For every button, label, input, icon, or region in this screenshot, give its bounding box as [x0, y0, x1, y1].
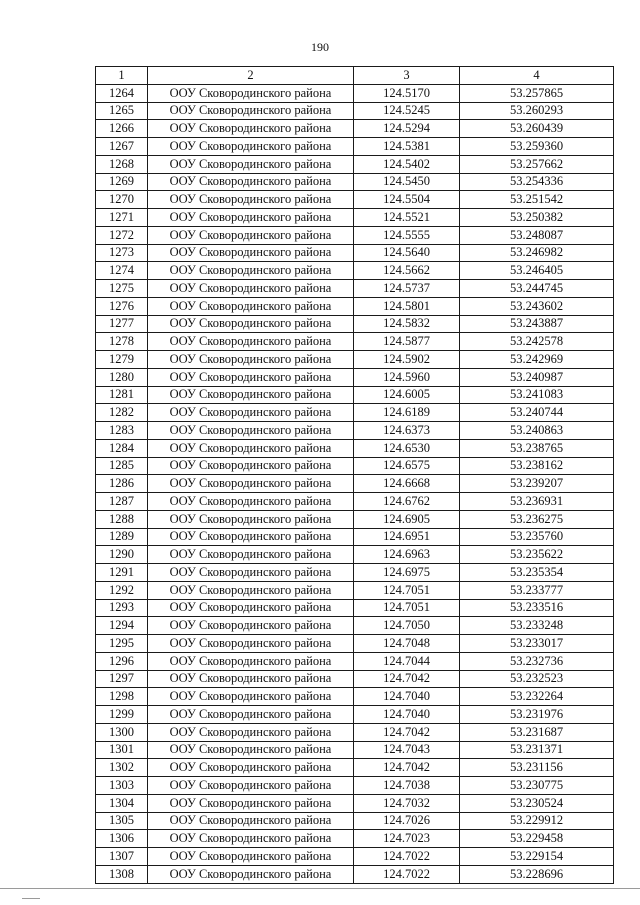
page-number: 190 — [311, 40, 329, 54]
longitude-cell: 124.5662 — [354, 262, 460, 280]
owner-cell: ООУ Сковородинского района — [148, 280, 354, 298]
table-row — [96, 351, 614, 369]
owner-cell: ООУ Сковородинского района — [148, 741, 354, 759]
column-header-2: 2 — [148, 67, 354, 85]
table-row — [96, 528, 614, 546]
latitude-cell: 53.260439 — [460, 120, 614, 138]
table-row — [96, 652, 614, 670]
scan-mark — [22, 898, 40, 899]
longitude-cell: 124.5170 — [354, 84, 460, 102]
owner-cell: ООУ Сковородинского района — [148, 777, 354, 795]
table-row — [96, 315, 614, 333]
point-number-cell: 1307 — [96, 848, 148, 866]
owner-cell: ООУ Сковородинского района — [148, 759, 354, 777]
point-number-cell: 1269 — [96, 173, 148, 191]
latitude-cell: 53.236275 — [460, 510, 614, 528]
owner-cell: ООУ Сковородинского района — [148, 688, 354, 706]
table-row — [96, 794, 614, 812]
point-number-cell: 1290 — [96, 546, 148, 564]
latitude-cell: 53.259360 — [460, 138, 614, 156]
owner-cell: ООУ Сковородинского района — [148, 386, 354, 404]
owner-cell: ООУ Сковородинского района — [148, 333, 354, 351]
table-row — [96, 865, 614, 883]
latitude-cell: 53.257662 — [460, 155, 614, 173]
longitude-cell: 124.7042 — [354, 723, 460, 741]
longitude-cell: 124.7048 — [354, 635, 460, 653]
longitude-cell: 124.7040 — [354, 706, 460, 724]
point-number-cell: 1308 — [96, 865, 148, 883]
table-row — [96, 368, 614, 386]
longitude-cell: 124.7023 — [354, 830, 460, 848]
point-number-cell: 1280 — [96, 368, 148, 386]
owner-cell: ООУ Сковородинского района — [148, 475, 354, 493]
table-row — [96, 138, 614, 156]
point-number-cell: 1306 — [96, 830, 148, 848]
longitude-cell: 124.5402 — [354, 155, 460, 173]
owner-cell: ООУ Сковородинского района — [148, 262, 354, 280]
longitude-cell: 124.5381 — [354, 138, 460, 156]
table-row — [96, 191, 614, 209]
owner-cell: ООУ Сковородинского района — [148, 794, 354, 812]
longitude-cell: 124.6005 — [354, 386, 460, 404]
table-row — [96, 333, 614, 351]
owner-cell: ООУ Сковородинского района — [148, 351, 354, 369]
column-header-1: 1 — [96, 67, 148, 85]
table-body — [96, 84, 614, 883]
point-number-cell: 1271 — [96, 209, 148, 227]
latitude-cell: 53.235760 — [460, 528, 614, 546]
owner-cell: ООУ Сковородинского района — [148, 315, 354, 333]
owner-cell: ООУ Сковородинского района — [148, 368, 354, 386]
latitude-cell: 53.231371 — [460, 741, 614, 759]
longitude-cell: 124.7040 — [354, 688, 460, 706]
owner-cell: ООУ Сковородинского района — [148, 528, 354, 546]
latitude-cell: 53.230775 — [460, 777, 614, 795]
latitude-cell: 53.240863 — [460, 422, 614, 440]
longitude-cell: 124.5902 — [354, 351, 460, 369]
owner-cell: ООУ Сковородинского района — [148, 209, 354, 227]
point-number-cell: 1286 — [96, 475, 148, 493]
table-row — [96, 830, 614, 848]
latitude-cell: 53.246982 — [460, 244, 614, 262]
point-number-cell: 1295 — [96, 635, 148, 653]
table-row — [96, 120, 614, 138]
latitude-cell: 53.254336 — [460, 173, 614, 191]
longitude-cell: 124.7026 — [354, 812, 460, 830]
longitude-cell: 124.6189 — [354, 404, 460, 422]
point-number-cell: 1294 — [96, 617, 148, 635]
point-number-cell: 1276 — [96, 297, 148, 315]
owner-cell: ООУ Сковородинского района — [148, 617, 354, 635]
latitude-cell: 53.230524 — [460, 794, 614, 812]
table-row — [96, 564, 614, 582]
point-number-cell: 1279 — [96, 351, 148, 369]
latitude-cell: 53.231156 — [460, 759, 614, 777]
table-row — [96, 475, 614, 493]
table-row — [96, 84, 614, 102]
table-row — [96, 262, 614, 280]
point-number-cell: 1292 — [96, 581, 148, 599]
owner-cell: ООУ Сковородинского района — [148, 422, 354, 440]
table-row — [96, 688, 614, 706]
column-header-4: 4 — [460, 67, 614, 85]
point-number-cell: 1303 — [96, 777, 148, 795]
latitude-cell: 53.251542 — [460, 191, 614, 209]
table-row — [96, 404, 614, 422]
latitude-cell: 53.241083 — [460, 386, 614, 404]
point-number-cell: 1291 — [96, 564, 148, 582]
latitude-cell: 53.240987 — [460, 368, 614, 386]
longitude-cell: 124.7042 — [354, 759, 460, 777]
longitude-cell: 124.5450 — [354, 173, 460, 191]
point-number-cell: 1281 — [96, 386, 148, 404]
latitude-cell: 53.229458 — [460, 830, 614, 848]
longitude-cell: 124.6530 — [354, 439, 460, 457]
owner-cell: ООУ Сковородинского района — [148, 564, 354, 582]
latitude-cell: 53.238162 — [460, 457, 614, 475]
owner-cell: ООУ Сковородинского района — [148, 457, 354, 475]
point-number-cell: 1267 — [96, 138, 148, 156]
longitude-cell: 124.6373 — [354, 422, 460, 440]
point-number-cell: 1273 — [96, 244, 148, 262]
latitude-cell: 53.248087 — [460, 226, 614, 244]
owner-cell: ООУ Сковородинского района — [148, 848, 354, 866]
table-row — [96, 510, 614, 528]
longitude-cell: 124.6963 — [354, 546, 460, 564]
table-row — [96, 386, 614, 404]
table-row — [96, 226, 614, 244]
owner-cell: ООУ Сковородинского района — [148, 510, 354, 528]
owner-cell: ООУ Сковородинского района — [148, 723, 354, 741]
latitude-cell: 53.232264 — [460, 688, 614, 706]
table-row — [96, 439, 614, 457]
longitude-cell: 124.7022 — [354, 865, 460, 883]
latitude-cell: 53.238765 — [460, 439, 614, 457]
owner-cell: ООУ Сковородинского района — [148, 652, 354, 670]
longitude-cell: 124.6975 — [354, 564, 460, 582]
table-row — [96, 546, 614, 564]
latitude-cell: 53.244745 — [460, 280, 614, 298]
owner-cell: ООУ Сковородинского района — [148, 226, 354, 244]
latitude-cell: 53.242578 — [460, 333, 614, 351]
owner-cell: ООУ Сковородинского района — [148, 244, 354, 262]
longitude-cell: 124.7022 — [354, 848, 460, 866]
point-number-cell: 1270 — [96, 191, 148, 209]
table-row — [96, 422, 614, 440]
point-number-cell: 1287 — [96, 493, 148, 511]
owner-cell: ООУ Сковородинского района — [148, 581, 354, 599]
point-number-cell: 1284 — [96, 439, 148, 457]
longitude-cell: 124.7043 — [354, 741, 460, 759]
latitude-cell: 53.239207 — [460, 475, 614, 493]
latitude-cell: 53.233777 — [460, 581, 614, 599]
point-number-cell: 1288 — [96, 510, 148, 528]
table-row — [96, 173, 614, 191]
point-number-cell: 1301 — [96, 741, 148, 759]
longitude-cell: 124.7032 — [354, 794, 460, 812]
table-row — [96, 599, 614, 617]
point-number-cell: 1268 — [96, 155, 148, 173]
table-row — [96, 280, 614, 298]
point-number-cell: 1289 — [96, 528, 148, 546]
latitude-cell: 53.240744 — [460, 404, 614, 422]
owner-cell: ООУ Сковородинского района — [148, 404, 354, 422]
longitude-cell: 124.5801 — [354, 297, 460, 315]
latitude-cell: 53.233516 — [460, 599, 614, 617]
table-row — [96, 457, 614, 475]
longitude-cell: 124.5521 — [354, 209, 460, 227]
point-number-cell: 1277 — [96, 315, 148, 333]
longitude-cell: 124.5555 — [354, 226, 460, 244]
point-number-cell: 1274 — [96, 262, 148, 280]
longitude-cell: 124.7038 — [354, 777, 460, 795]
point-number-cell: 1272 — [96, 226, 148, 244]
owner-cell: ООУ Сковородинского района — [148, 830, 354, 848]
point-number-cell: 1299 — [96, 706, 148, 724]
latitude-cell: 53.243602 — [460, 297, 614, 315]
owner-cell: ООУ Сковородинского района — [148, 297, 354, 315]
latitude-cell: 53.242969 — [460, 351, 614, 369]
longitude-cell: 124.5245 — [354, 102, 460, 120]
table-row — [96, 102, 614, 120]
table-row — [96, 244, 614, 262]
point-number-cell: 1304 — [96, 794, 148, 812]
latitude-cell: 53.233017 — [460, 635, 614, 653]
longitude-cell: 124.7051 — [354, 599, 460, 617]
owner-cell: ООУ Сковородинского района — [148, 670, 354, 688]
point-number-cell: 1305 — [96, 812, 148, 830]
table-row — [96, 617, 614, 635]
longitude-cell: 124.5877 — [354, 333, 460, 351]
longitude-cell: 124.7050 — [354, 617, 460, 635]
table-row — [96, 759, 614, 777]
latitude-cell: 53.232523 — [460, 670, 614, 688]
owner-cell: ООУ Сковородинского района — [148, 865, 354, 883]
coordinates-table — [95, 66, 614, 884]
owner-cell: ООУ Сковородинского района — [148, 155, 354, 173]
table-row — [96, 777, 614, 795]
latitude-cell: 53.250382 — [460, 209, 614, 227]
table-row — [96, 848, 614, 866]
owner-cell: ООУ Сковородинского района — [148, 138, 354, 156]
point-number-cell: 1282 — [96, 404, 148, 422]
point-number-cell: 1283 — [96, 422, 148, 440]
table-row — [96, 723, 614, 741]
table-row — [96, 209, 614, 227]
longitude-cell: 124.5640 — [354, 244, 460, 262]
latitude-cell: 53.233248 — [460, 617, 614, 635]
latitude-cell: 53.235354 — [460, 564, 614, 582]
point-number-cell: 1293 — [96, 599, 148, 617]
scan-edge-line — [0, 888, 640, 889]
owner-cell: ООУ Сковородинского района — [148, 546, 354, 564]
longitude-cell: 124.6668 — [354, 475, 460, 493]
latitude-cell: 53.246405 — [460, 262, 614, 280]
table-row — [96, 741, 614, 759]
column-header-3: 3 — [354, 67, 460, 85]
owner-cell: ООУ Сковородинского района — [148, 635, 354, 653]
owner-cell: ООУ Сковородинского района — [148, 120, 354, 138]
owner-cell: ООУ Сковородинского района — [148, 102, 354, 120]
owner-cell: ООУ Сковородинского района — [148, 191, 354, 209]
longitude-cell: 124.7051 — [354, 581, 460, 599]
longitude-cell: 124.5294 — [354, 120, 460, 138]
owner-cell: ООУ Сковородинского района — [148, 439, 354, 457]
latitude-cell: 53.236931 — [460, 493, 614, 511]
longitude-cell: 124.5504 — [354, 191, 460, 209]
latitude-cell: 53.235622 — [460, 546, 614, 564]
table-row — [96, 670, 614, 688]
owner-cell: ООУ Сковородинского района — [148, 493, 354, 511]
longitude-cell: 124.5960 — [354, 368, 460, 386]
latitude-cell: 53.229912 — [460, 812, 614, 830]
latitude-cell: 53.229154 — [460, 848, 614, 866]
owner-cell: ООУ Сковородинского района — [148, 84, 354, 102]
longitude-cell: 124.7042 — [354, 670, 460, 688]
latitude-cell: 53.232736 — [460, 652, 614, 670]
longitude-cell: 124.6905 — [354, 510, 460, 528]
point-number-cell: 1278 — [96, 333, 148, 351]
point-number-cell: 1296 — [96, 652, 148, 670]
table-header-row — [96, 67, 614, 85]
latitude-cell: 53.228696 — [460, 865, 614, 883]
point-number-cell: 1266 — [96, 120, 148, 138]
point-number-cell: 1265 — [96, 102, 148, 120]
latitude-cell: 53.231687 — [460, 723, 614, 741]
owner-cell: ООУ Сковородинского района — [148, 173, 354, 191]
latitude-cell: 53.243887 — [460, 315, 614, 333]
longitude-cell: 124.6575 — [354, 457, 460, 475]
table-row — [96, 493, 614, 511]
table-row — [96, 581, 614, 599]
longitude-cell: 124.5832 — [354, 315, 460, 333]
owner-cell: ООУ Сковородинского района — [148, 812, 354, 830]
owner-cell: ООУ Сковородинского района — [148, 599, 354, 617]
point-number-cell: 1275 — [96, 280, 148, 298]
latitude-cell: 53.260293 — [460, 102, 614, 120]
point-number-cell: 1298 — [96, 688, 148, 706]
longitude-cell: 124.6951 — [354, 528, 460, 546]
point-number-cell: 1300 — [96, 723, 148, 741]
longitude-cell: 124.6762 — [354, 493, 460, 511]
latitude-cell: 53.257865 — [460, 84, 614, 102]
point-number-cell: 1264 — [96, 84, 148, 102]
table-row — [96, 706, 614, 724]
table-row — [96, 635, 614, 653]
longitude-cell: 124.5737 — [354, 280, 460, 298]
latitude-cell: 53.231976 — [460, 706, 614, 724]
owner-cell: ООУ Сковородинского района — [148, 706, 354, 724]
point-number-cell: 1302 — [96, 759, 148, 777]
point-number-cell: 1285 — [96, 457, 148, 475]
table-row — [96, 155, 614, 173]
longitude-cell: 124.7044 — [354, 652, 460, 670]
table-row — [96, 812, 614, 830]
table-row — [96, 297, 614, 315]
point-number-cell: 1297 — [96, 670, 148, 688]
